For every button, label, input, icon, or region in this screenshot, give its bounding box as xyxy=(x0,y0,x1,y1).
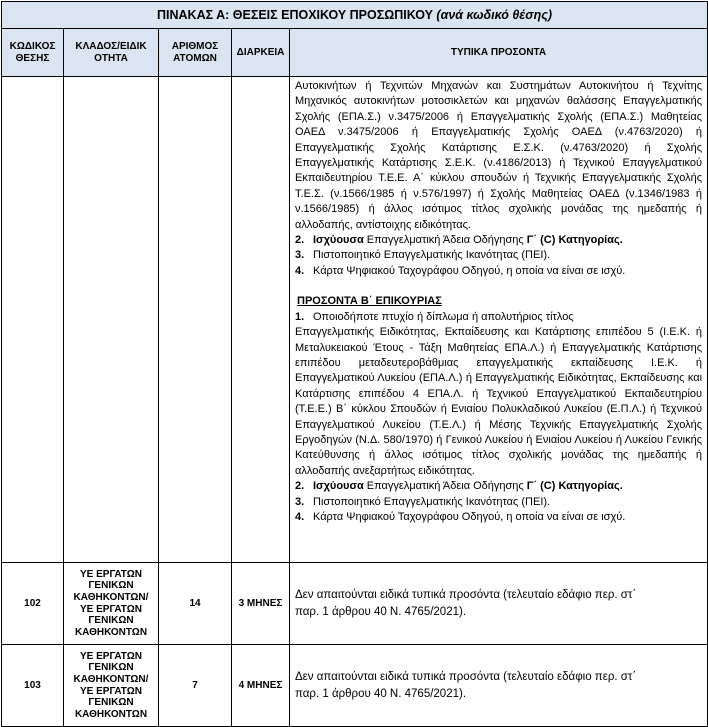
header-count-line1: ΑΡΙΘΜΟΣ xyxy=(171,40,219,52)
branch-line: ΚΑΘΗΚΟΝΤΩΝ/ xyxy=(73,673,149,685)
item-number: 3. xyxy=(295,249,305,262)
qual-line: παρ. 1 άρθρου 40 Ν. 4765/2021). xyxy=(295,687,467,700)
header-row xyxy=(2,29,708,77)
qual-line: παρ. 1 άρθρου 40 Ν. 4765/2021). xyxy=(295,605,467,618)
cell-qualifications xyxy=(290,645,708,727)
section-b-title: ΠΡΟΣΟΝΤΑ Β΄ ΕΠΙΚΟΥΡΙΑΣ xyxy=(297,295,442,308)
qual-line: Δεν απαιτούνται ειδικά τυπικά προσόντα (τελευταίο εδάφιο περ. στ΄ xyxy=(295,670,637,683)
cell-count: 14 xyxy=(159,563,232,645)
header-code xyxy=(2,29,64,77)
header-duration: ΔΙΑΡΚΕΙΑ xyxy=(232,29,290,77)
branch-line: ΓΕΝΙΚΩΝ xyxy=(88,697,134,709)
cell-branch xyxy=(64,645,159,727)
item-text: Κάρτα Ψηφιακού Ταχογράφου Οδηγού, η οποία να είναι σε ισχύ. xyxy=(313,510,626,523)
item-text: Πιστοποιητικό Επαγγελματικής Ικανότητας (ΠΕΙ). xyxy=(313,495,551,508)
table-title xyxy=(2,2,708,29)
item-text: Επαγγελματική Άδεια Οδήγησης xyxy=(363,480,527,493)
header-count xyxy=(159,29,232,77)
cell-count: 7 xyxy=(159,645,232,727)
item-text: Κάρτα Ψηφιακού Ταχογράφου Οδηγού, η οποία να είναι σε ισχύ. xyxy=(313,264,626,277)
cell-code: 103 xyxy=(2,645,64,727)
branch-line: ΓΕΝΙΚΩΝ xyxy=(88,662,134,674)
header-count-line2: ΑΤΟΜΩΝ xyxy=(173,52,217,64)
item-number: 4. xyxy=(295,264,305,277)
qualification-item xyxy=(295,479,702,494)
qualification-item xyxy=(295,264,702,279)
qualification-item xyxy=(295,310,702,325)
qualification-item xyxy=(295,248,702,263)
item-number: 3. xyxy=(295,495,305,508)
cell-code: 102 xyxy=(2,563,64,645)
qual-line: Δεν απαιτούνται ειδικά τυπικά προσόντα (τελευταίο εδάφιο περ. στ΄ xyxy=(295,588,637,601)
branch-line: ΚΑΘΗΚΟΝΤΩΝ/ xyxy=(73,591,149,603)
item-bold: Γ΄ (C) Κατηγορίας. xyxy=(526,234,623,247)
table-title-text: ΠΙΝΑΚΑΣ Α: ΘΕΣΕΙΣ ΕΠΟΧΙΚΟΥ ΠΡΟΣΩΠΙΚΟΥ xyxy=(156,8,437,22)
header-code-line2: ΘΕΣΗΣ xyxy=(15,52,50,64)
cell-branch xyxy=(64,563,159,645)
table-row xyxy=(2,645,708,727)
item-bold: Ισχύουσα xyxy=(313,234,364,247)
branch-line: ΚΑΘΗΚΟΝΤΩΝ xyxy=(74,708,148,720)
branch-line: ΥΕ ΕΡΓΑΤΩΝ xyxy=(80,650,142,662)
cell-duration-empty xyxy=(232,77,290,563)
cell-branch-empty xyxy=(64,77,159,563)
qualification-paragraph: Επαγγελματικής Ειδικότητας, Εκπαίδευσης και Κατάρτισης επιπέδου 5 (Ι.Ε.Κ. ή Μεταλυκειακού Έτους - Τάξη Μαθητείας ΕΠΑ.Λ.) ή Επαγγελματικής Κατάρτισης επιπέδου μεταδευτεροβάθμιας επαγγελματικής εκπαίδευσης Ι.Ε.Κ. ή Επαγγελματικού Λυκείου (ΕΠΑ.Λ.) ή Επαγγελματικής Ειδικότητας, Εκπαίδευσης και Κατάρτισης επιπέδου 4 ΕΠΑ.Λ. ή Τεχνικού Επαγγελματικού Εκπαιδευτηρίου (Τ.Ε.Ε.) Β΄ κύκλου Σπουδών ή Ενιαίου Πολυκλαδικού Λυκείου (Ε.Π.Λ.) ή Τεχνικού Επαγγελματικού Λυκείου (Τ.Ε.Λ.) ή Μέσης Τεχνικής Επαγγελματικής Σχολής Εργοδηγών (Ν.Δ. 580/1970) ή Γενικού Λυκείου ή Ενιαίου Λυκείου ή Λυκείου Γενικής Κατεύθυνσης ή άλλος ισότιμος τίτλος σχολικής μονάδας της ημεδαπής ή αλλοδαπής ανεξαρτήτως ειδικότητας. xyxy=(295,326,703,477)
header-branch xyxy=(64,29,159,77)
header-branch-line1: ΚΛΑΔΟΣ/ΕΙΔΙΚ xyxy=(75,40,147,52)
header-branch-line2: ΟΤΗΤΑ xyxy=(94,52,128,64)
table-row xyxy=(2,563,708,645)
branch-line: ΚΑΘΗΚΟΝΤΩΝ xyxy=(74,626,148,638)
cell-code-empty xyxy=(2,77,64,563)
cell-qualifications xyxy=(290,563,708,645)
branch-line: ΓΕΝΙΚΩΝ xyxy=(88,580,134,592)
cell-duration: 4 ΜΗΝΕΣ xyxy=(232,645,290,727)
qualification-item xyxy=(295,495,702,510)
item-text: Επαγγελματική Άδεια Οδήγησης xyxy=(363,234,527,247)
positions-table xyxy=(1,1,708,727)
qualifications-cell xyxy=(290,77,708,563)
cell-duration: 3 ΜΗΝΕΣ xyxy=(232,563,290,645)
table-row xyxy=(2,77,708,563)
branch-line: ΥΕ ΕΡΓΑΤΩΝ xyxy=(80,568,142,580)
item-bold: Γ΄ (C) Κατηγορίας. xyxy=(526,480,623,493)
item-text: Οποιοδήποτε πτυχίο ή δίπλωμα ή απολυτήριος τίτλος xyxy=(313,310,574,323)
cell-count-empty xyxy=(159,77,232,563)
table-title-italic: (ανά κωδικό θέσης) xyxy=(436,8,553,22)
qualification-item xyxy=(295,510,702,525)
qualification-paragraph: Αυτοκινήτων ή Τεχνιτών Μηχανών και Συστημάτων Αυτοκινήτου ή Τεχνίτης Μηχανικός αυτοκινήτων μοτοσικλετών και μηχανών θαλάσσης Επαγγελματικής Σχολής (ΕΠΑ.Σ.) ν.3475/2006 ή Επαγγελματικής Σχολής (ΕΠΑ.Σ.) Μαθητείας ΟΑΕΔ ν.3475/2006 ή Επαγγελματικής Σχολής ΟΑΕΔ (ν.4763/2020) ή Επαγγελματικής Σχολής Κατάρτισης Ε.Σ.Κ. (ν.4763/2020) ή Σχολής Επαγγελματικής Κατάρτισης Σ.Ε.Κ. (ν.4186/2013) ή Τεχνικού Επαγγελματικού Εκπαιδευτηρίου Τ.Ε.Ε. Α΄ κύκλου σπουδών ή Τεχνικής Επαγγελματικής Σχολής Τ.Ε.Σ. (ν.1566/1985 ή ν.576/1997) ή Σχολής Μαθητείας ΟΑΕΔ (ν.1346/1983 ή ν.1566/1985) ή άλλος ισότιμος τίτλος σχολικής μονάδας της ημεδαπής ή αλλοδαπής, αντίστοιχης ειδικότητας. xyxy=(295,80,703,231)
header-qualifications: ΤΥΠΙΚΑ ΠΡΟΣΟΝΤΑ xyxy=(290,29,708,77)
branch-line: ΓΕΝΙΚΩΝ xyxy=(88,615,134,627)
branch-line: ΥΕ ΕΡΓΑΤΩΝ xyxy=(80,603,142,615)
item-text: Πιστοποιητικό Επαγγελματικής Ικανότητας (ΠΕΙ). xyxy=(313,249,551,262)
item-number: 2. xyxy=(295,234,305,247)
branch-line: ΥΕ ΕΡΓΑΤΩΝ xyxy=(80,685,142,697)
item-bold: Ισχύουσα xyxy=(313,480,364,493)
item-number: 4. xyxy=(295,510,305,523)
table-title-row xyxy=(2,2,708,29)
header-code-line1: ΚΩΔΙΚΟΣ xyxy=(9,40,56,52)
item-number: 1. xyxy=(295,310,305,323)
item-number: 2. xyxy=(295,480,305,493)
qualification-item xyxy=(295,233,702,248)
